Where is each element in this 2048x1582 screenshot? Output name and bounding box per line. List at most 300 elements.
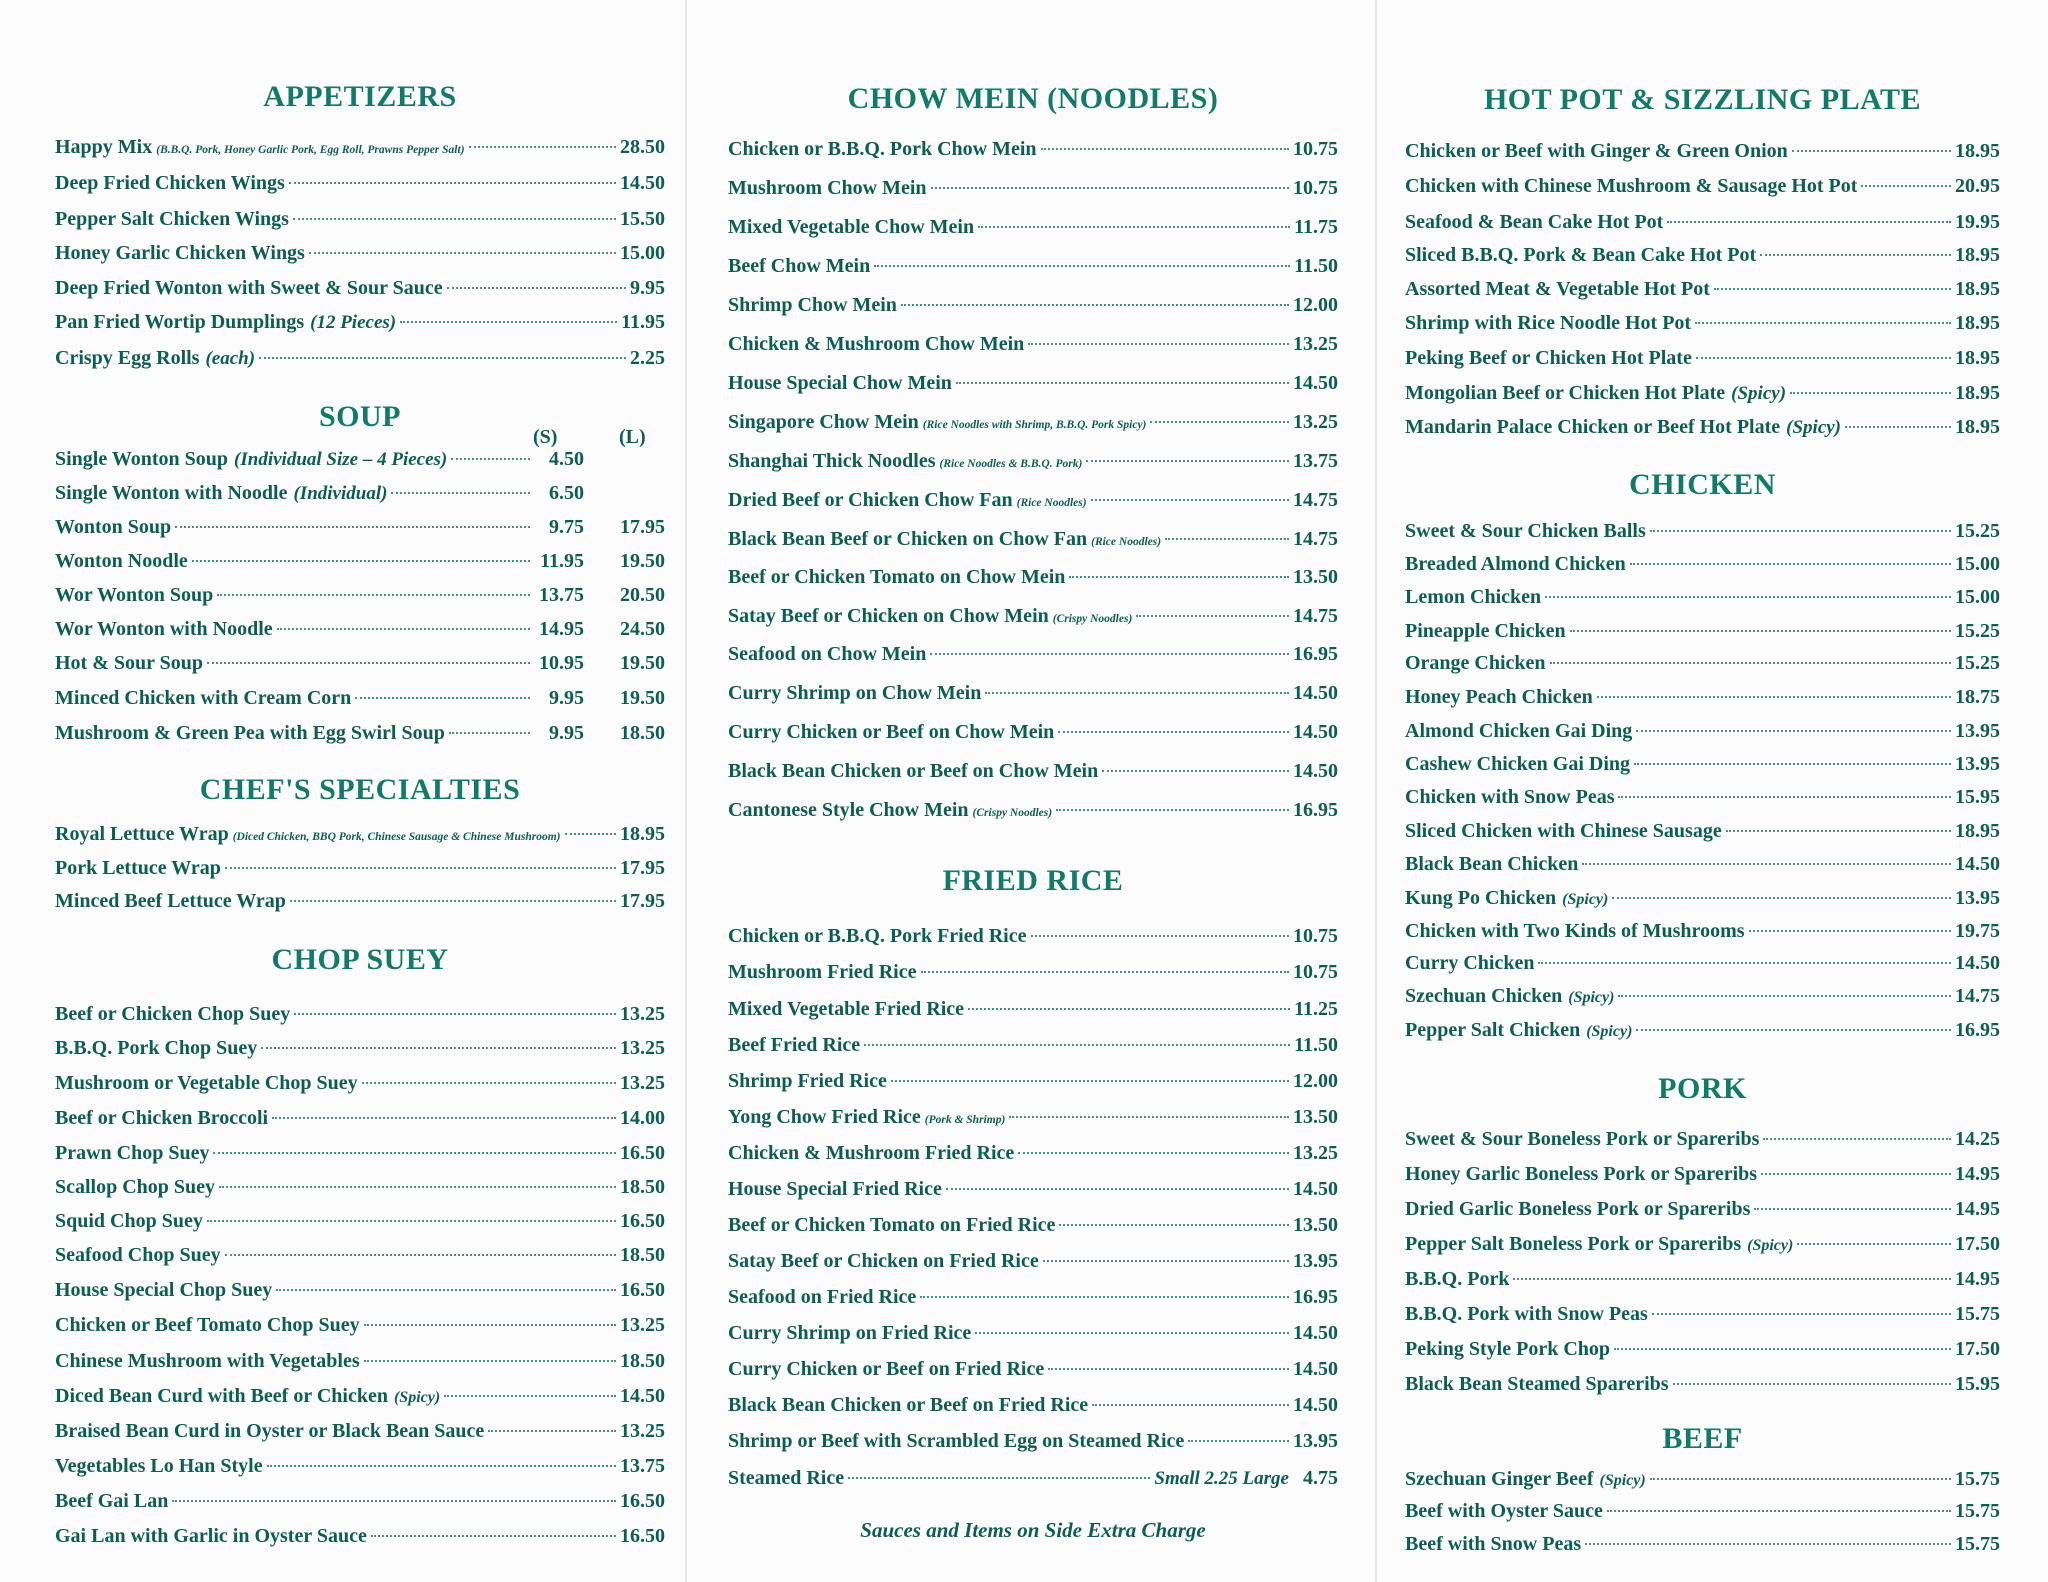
menu-item (1405, 1019, 2000, 1042)
menu-item (55, 1210, 665, 1233)
menu-item (55, 1314, 665, 1337)
menu-item (728, 177, 1338, 200)
item-name: House Special Fried Rice (728, 1178, 942, 1200)
dot-leader (371, 1535, 616, 1537)
menu-item (55, 1455, 665, 1478)
dot-leader (1150, 421, 1289, 423)
size-small-header: (S) (533, 426, 558, 448)
dot-leader (469, 146, 616, 148)
item-qualifier: (12 Pieces) (310, 312, 397, 333)
menu-item (1405, 586, 2000, 609)
item-name: Beef Chow Mein (728, 255, 871, 277)
item-price: 16.50 (620, 1210, 665, 1232)
item-name: Black Bean Chicken or Beef on Chow Mein (728, 760, 1099, 782)
section-heading: APPETIZERS (263, 80, 457, 113)
dot-leader (1650, 530, 1951, 532)
item-name: Chicken or Beef Tomato Chop Suey (55, 1314, 360, 1336)
menu-item (55, 1244, 665, 1267)
menu-item (1405, 244, 2000, 267)
menu-item (55, 722, 665, 745)
dot-leader (1845, 426, 1951, 428)
menu-item (55, 347, 665, 370)
item-name: Singapore Chow Mein (728, 411, 919, 433)
menu-item (1405, 1303, 2000, 1326)
menu-item (728, 799, 1338, 822)
dot-leader (931, 187, 1289, 189)
menu-item (728, 1214, 1338, 1237)
item-name: Sweet & Sour Boneless Pork or Spareribs (1405, 1128, 1760, 1150)
item-name: Vegetables Lo Han Style (55, 1455, 263, 1477)
section-heading: SOUP (318, 400, 401, 433)
item-name: Beef Gai Lan (55, 1490, 169, 1512)
menu-item (1405, 952, 2000, 975)
menu-item (55, 1420, 665, 1443)
item-name: Cantonese Style Chow Mein (728, 799, 969, 821)
item-description: (Crispy Noodles) (1052, 613, 1133, 625)
size-large-header: (L) (619, 426, 646, 448)
menu-item (55, 1279, 665, 1302)
item-name: Sliced Chicken with Chinese Sausage (1405, 820, 1722, 842)
item-name: Chicken with Two Kinds of Mushrooms (1405, 920, 1745, 942)
item-description: (Rice Noodles with Shrimp, B.B.Q. Pork Spicy) (922, 419, 1147, 431)
item-name: Chinese Mushroom with Vegetables (55, 1350, 360, 1372)
item-price: 14.50 (1293, 1322, 1338, 1344)
menu-item (55, 1037, 665, 1060)
item-name: Dried Garlic Boneless Pork or Spareribs (1405, 1198, 1751, 1220)
item-name: Mushroom Chow Mein (728, 177, 927, 199)
item-name: Sweet & Sour Chicken Balls (1405, 520, 1646, 542)
item-price: 16.50 (620, 1490, 665, 1512)
menu-item (728, 1430, 1338, 1453)
dot-leader (451, 458, 530, 460)
menu-item (728, 255, 1338, 278)
dot-leader (1136, 615, 1289, 617)
item-price: 14.75 (1293, 605, 1338, 627)
section-heading: CHEF'S SPECIALTIES (199, 773, 521, 806)
menu-item (728, 1322, 1338, 1345)
dot-leader (848, 1477, 1150, 1479)
item-price: 18.50 (620, 1244, 665, 1266)
menu-item (55, 277, 665, 300)
item-price: 13.95 (1955, 887, 2000, 909)
item-name: Steamed Rice (728, 1467, 845, 1489)
item-name: Beef or Chicken Tomato on Chow Mein (728, 566, 1066, 588)
item-name: Shrimp with Rice Noodle Hot Pot (1405, 312, 1692, 334)
dot-leader (277, 628, 530, 630)
menu-item (728, 1467, 1338, 1490)
item-name: Breaded Almond Chicken (1405, 553, 1626, 575)
menu-item (728, 411, 1338, 434)
dot-leader (1582, 863, 1951, 865)
menu-item (728, 566, 1338, 589)
menu-item (1405, 820, 2000, 843)
item-name: Chicken with Chinese Mushroom & Sausage Hot Pot (1405, 175, 1858, 197)
item-name: Happy Mix (55, 136, 153, 158)
dot-leader (1749, 930, 1951, 932)
item-price: 17.50 (1955, 1338, 2000, 1360)
item-description: (Crispy Noodles) (972, 807, 1053, 819)
menu-item (55, 584, 665, 607)
dot-leader (1056, 809, 1289, 811)
dot-leader (1028, 343, 1289, 345)
dot-leader (449, 732, 530, 734)
item-price: 16.95 (1955, 1019, 2000, 1041)
item-qualifier: (Spicy) (1786, 417, 1842, 438)
menu-item (728, 450, 1338, 473)
dot-leader (901, 304, 1289, 306)
menu-item (1405, 175, 2000, 198)
dot-leader (1585, 1543, 1951, 1545)
dot-leader (1652, 1313, 1951, 1315)
menu-item (728, 333, 1338, 356)
item-name: Shanghai Thick Noodles (728, 450, 936, 472)
item-price: 14.95 (1955, 1198, 2000, 1220)
menu-item (55, 1176, 665, 1199)
item-name: Squid Chop Suey (55, 1210, 203, 1232)
item-price: 4.75 (1303, 1467, 1338, 1489)
dot-leader (192, 560, 530, 562)
menu-item (1405, 920, 2000, 943)
dot-leader (362, 1082, 616, 1084)
item-price: 10.75 (1293, 925, 1338, 947)
item-price: 17.95 (620, 857, 665, 879)
menu-item (55, 482, 665, 505)
item-price: 15.00 (1955, 586, 2000, 608)
menu-column-middle (728, 0, 1338, 1582)
item-price: 11.95 (621, 311, 665, 333)
item-name: Assorted Meat & Vegetable Hot Pot (1405, 278, 1710, 300)
dot-leader (1009, 1116, 1289, 1118)
menu-item (1405, 312, 2000, 335)
dot-leader (207, 1220, 616, 1222)
dot-leader (1760, 254, 1951, 256)
item-name: Minced Chicken with Cream Corn (55, 687, 352, 709)
item-price: 18.95 (620, 823, 665, 845)
dot-leader (259, 357, 626, 359)
item-price: 13.25 (620, 1420, 665, 1442)
dot-leader (975, 1332, 1289, 1334)
dot-leader (488, 1430, 616, 1432)
item-qualifier: (Spicy) (1731, 383, 1787, 404)
item-price: 13.25 (620, 1072, 665, 1094)
menu-item (55, 890, 665, 913)
item-name: Diced Bean Curd with Beef or Chicken (55, 1385, 388, 1407)
item-price-large: 19.50 (620, 652, 665, 674)
item-price: 20.95 (1955, 175, 2000, 197)
menu-item (55, 1385, 665, 1408)
item-price: 19.95 (1955, 211, 2000, 233)
menu-item (1405, 786, 2000, 809)
item-name: Pepper Salt Boneless Pork or Spareribs (1405, 1233, 1742, 1255)
dot-leader (1513, 1278, 1951, 1280)
menu-item (1405, 1198, 2000, 1221)
menu-item (1405, 211, 2000, 234)
menu-item (1405, 1533, 2000, 1556)
dot-leader (891, 1080, 1289, 1082)
dot-leader (309, 252, 616, 254)
item-price: 13.95 (1293, 1430, 1338, 1452)
menu-item (728, 760, 1338, 783)
item-price-small: 4.50 (549, 448, 584, 470)
menu-item (728, 489, 1338, 512)
item-name: Black Bean Chicken (1405, 853, 1579, 875)
item-name: Pepper Salt Chicken (1405, 1019, 1581, 1041)
item-price: 2.25 (630, 347, 665, 369)
dot-leader (1058, 731, 1289, 733)
menu-item (1405, 887, 2000, 910)
item-price: 18.95 (1955, 347, 2000, 369)
item-price: 18.95 (1955, 416, 2000, 438)
item-price: 14.75 (1293, 489, 1338, 511)
item-name: Honey Garlic Boneless Pork or Spareribs (1405, 1163, 1758, 1185)
item-price: 14.50 (1955, 952, 2000, 974)
item-price: 15.25 (1955, 652, 2000, 674)
dot-leader (1041, 148, 1289, 150)
menu-item (55, 857, 665, 880)
dot-leader (1714, 288, 1951, 290)
menu-item (728, 961, 1338, 984)
item-name: Crispy Egg Rolls (55, 347, 200, 369)
spicy-label: (Spicy) (393, 1389, 441, 1406)
item-price: 28.50 (620, 136, 665, 158)
dot-leader (1545, 596, 1951, 598)
dot-leader (1636, 1029, 1951, 1031)
item-name: B.B.Q. Pork with Snow Peas (1405, 1303, 1648, 1325)
spicy-label: (Spicy) (1747, 1237, 1794, 1254)
item-price-small: 6.50 (549, 482, 584, 504)
dot-leader (267, 1465, 616, 1467)
item-price: 15.00 (1955, 553, 2000, 575)
menu-item (55, 311, 665, 334)
menu-item (1405, 1233, 2000, 1256)
menu-item (55, 1490, 665, 1513)
dot-leader (1673, 1383, 1951, 1385)
dot-leader (1763, 1138, 1951, 1140)
item-price-small: 13.75 (539, 584, 584, 606)
item-name: Mandarin Palace Chicken or Beef Hot Plate (1405, 416, 1781, 438)
dot-leader (1091, 499, 1289, 501)
dot-leader (225, 1254, 616, 1256)
dot-leader (225, 867, 616, 869)
dot-leader (1092, 1404, 1289, 1406)
item-price: 14.50 (1293, 1178, 1338, 1200)
item-price: 12.00 (1293, 294, 1338, 316)
menu-item (728, 925, 1338, 948)
dot-leader (290, 900, 616, 902)
dot-leader (444, 1395, 616, 1397)
menu-item (55, 448, 665, 471)
item-name: Chicken & Mushroom Fried Rice (728, 1142, 1015, 1164)
item-price-small: 10.95 (539, 652, 584, 674)
item-price: 13.75 (1293, 450, 1338, 472)
item-name: House Special Chop Suey (55, 1279, 273, 1301)
menu-item (728, 1034, 1338, 1057)
spicy-label: (Spicy) (1599, 1472, 1646, 1489)
item-price: 10.75 (1293, 138, 1338, 160)
item-name: Shrimp or Beef with Scrambled Egg on Steamed Rice (728, 1430, 1185, 1452)
menu-item (1405, 553, 2000, 576)
item-price: 14.50 (1293, 721, 1338, 743)
menu-item (55, 136, 665, 159)
menu-item (728, 1358, 1338, 1381)
item-price: 13.50 (1293, 1106, 1338, 1128)
dot-leader (930, 653, 1289, 655)
menu-item (1405, 278, 2000, 301)
menu-item (728, 528, 1338, 551)
item-price: 14.50 (1293, 1358, 1338, 1380)
dot-leader (968, 1008, 1290, 1010)
item-name: Seafood on Fried Rice (728, 1286, 917, 1308)
item-name: Chicken or B.B.Q. Pork Chow Mein (728, 138, 1037, 160)
menu-item (1405, 652, 2000, 675)
dot-leader (920, 1296, 1289, 1298)
item-price: 18.95 (1955, 820, 2000, 842)
menu-item (728, 216, 1338, 239)
menu-item (728, 1394, 1338, 1417)
item-name: Kung Po Chicken (1405, 887, 1557, 909)
spicy-label: (Spicy) (1568, 989, 1615, 1006)
menu-item (1405, 382, 2000, 405)
dot-leader (213, 1152, 616, 1154)
menu-item (728, 998, 1338, 1021)
side-charge-note: Sauces and Items on Side Extra Charge (860, 1518, 1206, 1542)
item-name: Honey Garlic Chicken Wings (55, 242, 305, 264)
item-price: 15.95 (1955, 786, 2000, 808)
dot-leader (1043, 1260, 1289, 1262)
dot-leader (956, 382, 1289, 384)
item-price-large: 19.50 (620, 550, 665, 572)
item-description: (B.B.Q. Pork, Honey Garlic Pork, Egg Roll, Prawns Pepper Salt) (156, 144, 465, 156)
dot-leader (1165, 538, 1289, 540)
spicy-label: (Spicy) (1586, 1023, 1633, 1040)
menu-item (55, 1072, 665, 1095)
item-name: Deep Fried Chicken Wings (55, 172, 285, 194)
item-name: Curry Chicken or Beef on Chow Mein (728, 721, 1055, 743)
dot-leader (978, 226, 1290, 228)
dot-leader (565, 833, 617, 835)
item-price: 13.50 (1293, 566, 1338, 588)
dot-leader (207, 662, 530, 664)
item-name: Mushroom or Vegetable Chop Suey (55, 1072, 358, 1094)
dot-leader (1188, 1440, 1289, 1442)
dot-leader (293, 218, 616, 220)
item-price: 13.25 (1293, 1142, 1338, 1164)
item-price: 15.50 (620, 208, 665, 230)
item-name: Orange Chicken (1405, 652, 1546, 674)
item-qualifier: (each) (205, 348, 256, 369)
menu-item (55, 242, 665, 265)
item-name: Lemon Chicken (1405, 586, 1542, 608)
item-name: Beef or Chicken Broccoli (55, 1107, 269, 1129)
dot-leader (1650, 1478, 1951, 1480)
menu-item (55, 208, 665, 231)
item-name: Beef or Chicken Tomato on Fried Rice (728, 1214, 1056, 1236)
dot-leader (1048, 1368, 1289, 1370)
dot-leader (1069, 576, 1289, 578)
item-name: Szechuan Chicken (1405, 985, 1563, 1007)
item-description: (Rice Noodles) (1016, 497, 1087, 509)
menu-item (728, 605, 1338, 628)
item-price-small: 9.95 (549, 722, 584, 744)
dot-leader (1696, 357, 1951, 359)
item-price: 12.00 (1293, 1070, 1338, 1092)
item-price: 13.25 (620, 1003, 665, 1025)
item-name: Curry Chicken or Beef on Fried Rice (728, 1358, 1045, 1380)
item-name: Beef with Oyster Sauce (1405, 1500, 1603, 1522)
item-price: 10.75 (1293, 961, 1338, 983)
item-price-large: 24.50 (620, 618, 665, 640)
item-name: Beef Fried Rice (728, 1034, 861, 1056)
item-price: 10.75 (1293, 177, 1338, 199)
item-price: 18.95 (1955, 140, 2000, 162)
menu-item (55, 1350, 665, 1373)
section-heading: CHICKEN (1629, 468, 1776, 501)
menu-item (728, 1286, 1338, 1309)
item-price: 15.75 (1955, 1468, 2000, 1490)
dot-leader (1018, 1152, 1289, 1154)
item-name: Szechuan Ginger Beef (1405, 1468, 1594, 1490)
item-name: Seafood Chop Suey (55, 1244, 221, 1266)
menu-item (55, 1142, 665, 1165)
item-description: (Pork & Shrimp) (924, 1114, 1006, 1126)
menu-item (728, 1142, 1338, 1165)
item-name: Mixed Vegetable Chow Mein (728, 216, 975, 238)
item-description: (Rice Noodles) (1091, 536, 1162, 548)
menu-item (1405, 1338, 2000, 1361)
item-name: Black Bean Chicken or Beef on Fried Rice (728, 1394, 1089, 1416)
dot-leader (874, 265, 1290, 267)
item-name: Mushroom & Green Pea with Egg Swirl Soup (55, 722, 445, 744)
menu-item (728, 294, 1338, 317)
item-price: 13.25 (1293, 411, 1338, 433)
item-price: 16.50 (620, 1279, 665, 1301)
menu-item (55, 652, 665, 675)
dot-leader (1797, 1243, 1951, 1245)
item-name: Royal Lettuce Wrap (55, 823, 229, 845)
item-price: 16.95 (1293, 1286, 1338, 1308)
dot-leader (1634, 763, 1951, 765)
item-name: Wonton Soup (55, 516, 172, 538)
dot-leader (276, 1289, 616, 1291)
item-name: Prawn Chop Suey (55, 1142, 210, 1164)
menu-item (1405, 620, 2000, 643)
item-name: B.B.Q. Pork (1405, 1268, 1510, 1290)
dot-leader (1550, 662, 1951, 664)
item-price: 15.75 (1955, 1500, 2000, 1522)
item-name: B.B.Q. Pork Chop Suey (55, 1037, 258, 1059)
menu-column-left (55, 0, 665, 1582)
menu-item (1405, 1468, 2000, 1491)
item-price: 14.00 (620, 1107, 665, 1129)
item-name: Single Wonton with Noodle (55, 482, 288, 504)
item-price-small: 11.95 (540, 550, 584, 572)
item-name: Seafood on Chow Mein (728, 643, 927, 665)
menu-item (1405, 1268, 2000, 1291)
item-name: Sliced B.B.Q. Pork & Bean Cake Hot Pot (1405, 244, 1757, 266)
menu-item (728, 1178, 1338, 1201)
item-price: 14.25 (1955, 1128, 2000, 1150)
dot-leader (1861, 185, 1951, 187)
item-name: Curry Chicken (1405, 952, 1535, 974)
dot-leader (1031, 935, 1290, 937)
item-name: Wor Wonton with Noodle (55, 618, 273, 640)
menu-item (1405, 753, 2000, 776)
item-name: Mushroom Fried Rice (728, 961, 917, 983)
item-price: 15.75 (1955, 1303, 2000, 1325)
item-description: (Rice Noodles & B.B.Q. Pork) (939, 458, 1083, 470)
item-name: House Special Chow Mein (728, 372, 952, 394)
item-price: 15.00 (620, 242, 665, 264)
